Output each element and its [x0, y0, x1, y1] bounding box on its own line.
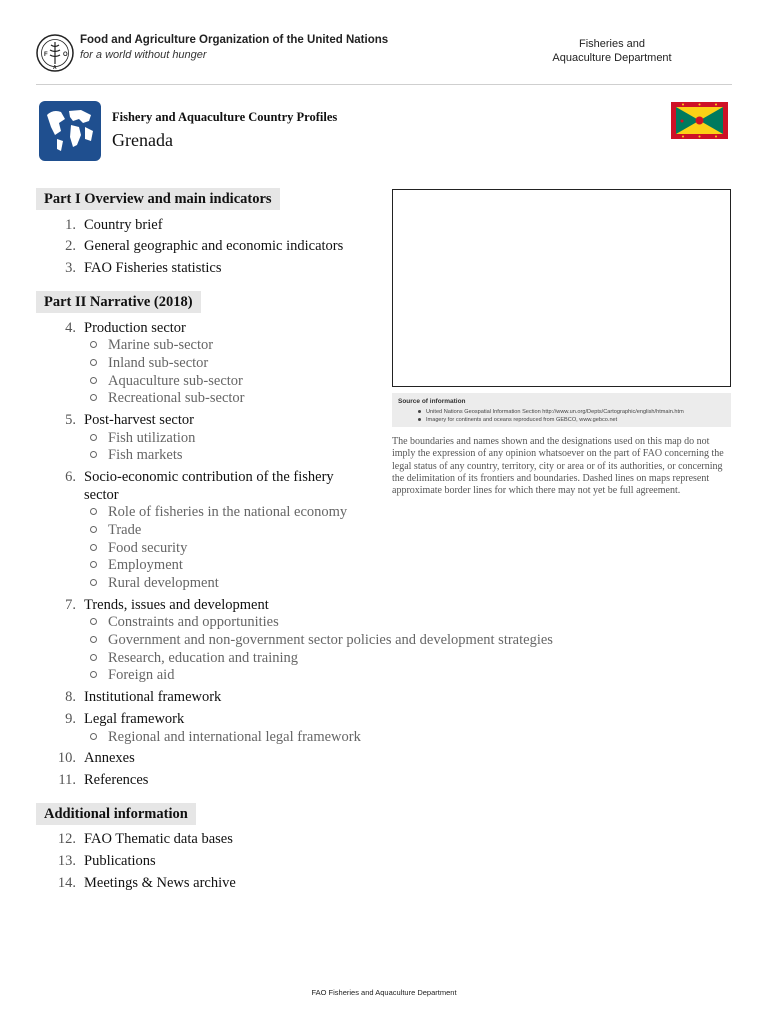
toc-sub-label: Inland sub-sector [108, 355, 209, 371]
toc-label: Annexes [84, 750, 135, 766]
map-source-box [392, 393, 731, 427]
bullet-icon [418, 418, 421, 421]
source-link-un[interactable] [426, 409, 684, 415]
bullet-icon [90, 394, 97, 401]
toc-number: 12. [57, 831, 76, 847]
toc-label: sector [84, 487, 119, 503]
toc-sub-label: Fish utilization [108, 430, 196, 446]
bullet-icon [90, 671, 97, 678]
toc-label: General geographic and economic indicators [84, 238, 344, 254]
bullet-icon [90, 434, 97, 441]
toc-label: FAO Fisheries statistics [84, 260, 222, 276]
svg-text:F: F [44, 52, 48, 58]
toc-label: Post-harvest sector [84, 412, 194, 428]
toc-label: Meetings & News archive [84, 875, 236, 891]
toc-sub-label: Trade [108, 522, 142, 538]
toc-sub-label: Aquaculture sub-sector [108, 373, 243, 389]
bullet-icon [90, 561, 97, 568]
globe-icon [39, 101, 101, 161]
toc-sub-label: Rural development [108, 575, 219, 591]
toc-sub-label: Foreign aid [108, 667, 175, 683]
toc-number: 5. [65, 412, 76, 428]
bullet-icon [90, 544, 97, 551]
bullet-icon [418, 410, 421, 413]
page-footer: FAO Fisheries and Aquaculture Department [311, 988, 457, 997]
toc-sub-label: Constraints and opportunities [108, 614, 279, 630]
toc-label: References [84, 772, 149, 788]
bullet-icon [90, 579, 97, 586]
toc-number: 2. [65, 238, 76, 254]
toc-number: 10. [57, 750, 76, 766]
source-link-gebco[interactable] [426, 417, 617, 423]
org-name: Food and Agriculture Organization of the United Nations [80, 34, 389, 46]
toc-sub-label: Recreational sub-sector [108, 390, 245, 406]
bullet-icon [90, 654, 97, 661]
toc-number: 6. [65, 469, 76, 485]
toc-label: FAO Thematic data bases [84, 831, 233, 847]
part2-heading: Part II Narrative (2018) [36, 291, 201, 313]
toc-sub-label: Government and non-government sector policies and development strategies [108, 632, 553, 648]
bullet-icon [90, 618, 97, 625]
bullet-icon [90, 636, 97, 643]
toc-number: 3. [65, 260, 76, 276]
map-frame [392, 189, 731, 387]
bullet-icon [90, 451, 97, 458]
toc-number: 11. [58, 772, 76, 788]
toc-sub-label: Research, education and training [108, 650, 299, 666]
profile-subtitle: Fishery and Aquaculture Country Profiles [112, 110, 338, 124]
map-disclaimer: The boundaries and names shown and the designations used on this map do not imply the expression of any opinion whatsoever on the part of FAO concerning the legal status of any country, territory, city or area or of its authorities, or concerning the delimitation of its frontiers and boundaries. Dashed lines on maps represent approximate border lines for which there may not yet be full agreement. [392, 436, 724, 497]
toc-label: Production sector [84, 320, 186, 336]
toc-label: Publications [84, 853, 156, 869]
toc-label: Country brief [84, 217, 163, 233]
department-line-1: Fisheries and [578, 38, 646, 50]
toc-sub-label: Food security [108, 540, 188, 556]
bullet-icon [90, 733, 97, 740]
department-line-2: Aquaculture Department [552, 52, 672, 64]
header-divider [36, 84, 732, 85]
source-text: Imagery for continents and oceans reproduced from GEBCO, www.gebco.net [426, 417, 618, 423]
toc-sub-label: Fish markets [108, 447, 183, 463]
department-name [532, 37, 692, 65]
toc-number: 1. [65, 217, 76, 233]
grenada-flag-icon [671, 102, 728, 139]
bullet-icon [90, 377, 97, 384]
bullet-icon [90, 341, 97, 348]
svg-text:O: O [63, 52, 68, 58]
fao-logo-icon [36, 34, 74, 72]
part1-heading: Part I Overview and main indicators [36, 188, 280, 210]
bullet-icon [90, 359, 97, 366]
toc-label: Socio-economic contribution of the fishery [84, 469, 334, 485]
source-title: Source of information [398, 398, 466, 405]
org-tagline: for a world without hunger [80, 49, 207, 61]
toc-sub-label: Employment [108, 557, 183, 573]
toc-number: 13. [57, 853, 76, 869]
toc-sub-label: Role of fisheries in the national economy [108, 504, 348, 520]
toc-number: 7. [65, 597, 76, 613]
toc-number: 4. [65, 320, 76, 336]
toc-number: 9. [65, 711, 76, 727]
source-text: United Nations Geospatial Information Section http://www.un.org/Depts/Cartographic/english/htmain.htm [426, 409, 684, 415]
toc-number: 8. [65, 689, 76, 705]
toc-sub-label: Marine sub-sector [108, 337, 214, 353]
country-title: Grenada [112, 130, 173, 150]
toc-label: Institutional framework [84, 689, 222, 705]
additional-heading: Additional information [36, 803, 196, 825]
page-header [0, 0, 768, 84]
toc-label: Trends, issues and development [84, 597, 269, 613]
svg-text:A: A [53, 65, 57, 71]
toc-number: 14. [57, 875, 76, 891]
bullet-icon [90, 508, 97, 515]
bullet-icon [90, 526, 97, 533]
toc-label: Legal framework [84, 711, 185, 727]
toc-sub-label: Regional and international legal framework [108, 729, 361, 745]
